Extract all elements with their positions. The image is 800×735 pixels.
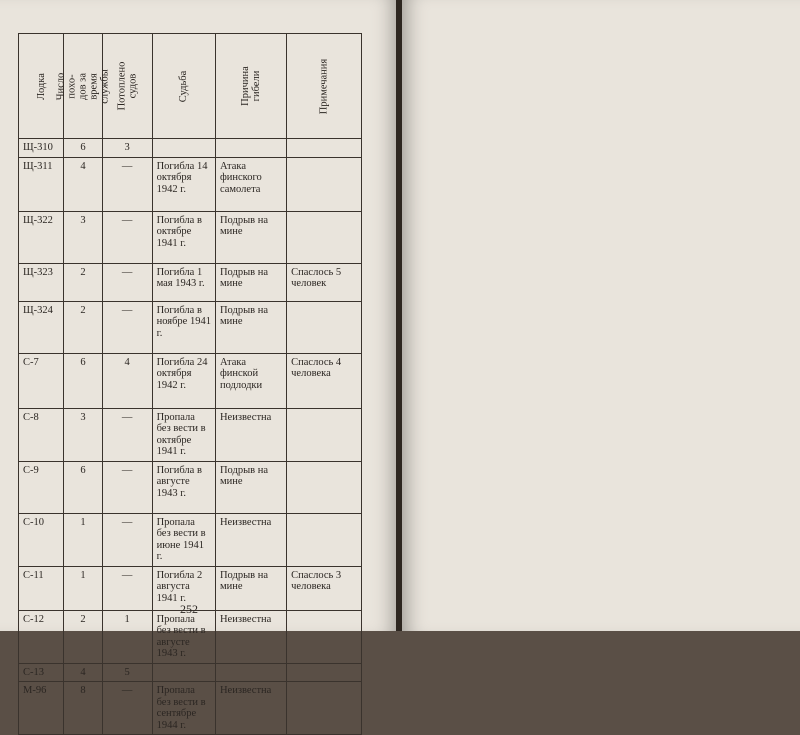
table-row (19, 610, 362, 663)
trips-cell: 1 (64, 566, 103, 610)
table-row (19, 461, 362, 513)
sunk-cell: — (102, 301, 152, 353)
fate-cell: Погибла в ноябре 1941 г. (152, 301, 215, 353)
table-row (19, 263, 362, 301)
trips-cell: 6 (64, 139, 103, 158)
notes-cell (287, 513, 362, 566)
header-fate: Судьба (152, 34, 215, 139)
table-row (19, 139, 362, 158)
notes-cell: Спаслось 4 человека (287, 353, 362, 408)
table-row (19, 353, 362, 408)
boat-cell: С-12 (19, 610, 64, 663)
cause-cell: Подрыв на мине (215, 263, 286, 301)
sunk-cell: 3 (102, 139, 152, 158)
fate-cell: Погибла 24 октября 1942 г. (152, 353, 215, 408)
header-trips: Число похо- дов за время службы (64, 34, 103, 139)
sunk-cell: — (102, 211, 152, 263)
header-cause: Причина гибели (215, 34, 286, 139)
notes-cell (287, 663, 362, 682)
sunk-cell: 4 (102, 353, 152, 408)
fate-cell: Пропала без вести в августе 1943 г. (152, 610, 215, 663)
notes-cell (287, 157, 362, 211)
trips-cell: 2 (64, 263, 103, 301)
trips-cell: 3 (64, 408, 103, 461)
sunk-cell: 5 (102, 663, 152, 682)
notes-cell: Спаслось 3 человека (287, 566, 362, 610)
cause-cell: Неизвестна (215, 513, 286, 566)
cause-cell: Подрыв на мине (215, 566, 286, 610)
boat-cell: С-9 (19, 461, 64, 513)
table-row (19, 301, 362, 353)
fate-cell: Пропала без вести в октябре 1941 г. (152, 408, 215, 461)
boat-cell: Щ-311 (19, 157, 64, 211)
sunk-cell: — (102, 682, 152, 735)
table-row (19, 513, 362, 566)
cause-cell: Подрыв на мине (215, 461, 286, 513)
cause-cell: Неизвестна (215, 610, 286, 663)
boat-cell: С-11 (19, 566, 64, 610)
fate-cell: Погибла в октябре 1941 г. (152, 211, 215, 263)
sunk-cell: — (102, 263, 152, 301)
fate-cell: Пропала без вести в сентябре 1944 г. (152, 682, 215, 735)
table-row (19, 157, 362, 211)
page-number: 252 (180, 602, 198, 616)
boat-cell: С-13 (19, 663, 64, 682)
sunk-cell: 1 (102, 610, 152, 663)
boat-cell: М-96 (19, 682, 64, 735)
sunk-cell: — (102, 513, 152, 566)
right-page (402, 0, 800, 631)
cause-cell: Атака финской подлодки (215, 353, 286, 408)
notes-cell (287, 461, 362, 513)
left-page (0, 0, 398, 731)
table-header-row (19, 34, 362, 139)
sunk-cell: — (102, 408, 152, 461)
fate-cell: Погибла 1 мая 1943 г. (152, 263, 215, 301)
boat-cell: С-7 (19, 353, 64, 408)
sunk-cell: — (102, 461, 152, 513)
trips-cell: 3 (64, 211, 103, 263)
notes-cell (287, 682, 362, 735)
cause-cell: Атака финского самолета (215, 157, 286, 211)
cause-cell (215, 663, 286, 682)
header-sunk: Потоплено судов (102, 34, 152, 139)
notes-cell (287, 610, 362, 663)
table-row (19, 682, 362, 735)
trips-cell: 6 (64, 461, 103, 513)
table-row (19, 211, 362, 263)
cause-cell: Неизвестна (215, 408, 286, 461)
fate-cell (152, 139, 215, 158)
cause-cell (215, 139, 286, 158)
notes-cell: Спаслось 5 человек (287, 263, 362, 301)
notes-cell (287, 211, 362, 263)
left-table (18, 33, 362, 735)
cause-cell: Неизвестна (215, 682, 286, 735)
header-boat: Лодка (19, 34, 64, 139)
fate-cell: Погибла 14 октября 1942 г. (152, 157, 215, 211)
sunk-cell: — (102, 157, 152, 211)
boat-cell: С-8 (19, 408, 64, 461)
header-notes: Примечания (287, 34, 362, 139)
boat-cell: Щ-310 (19, 139, 64, 158)
cause-cell: Подрыв на мине (215, 211, 286, 263)
boat-cell: Щ-323 (19, 263, 64, 301)
notes-cell (287, 301, 362, 353)
boat-cell: С-10 (19, 513, 64, 566)
trips-cell: 2 (64, 301, 103, 353)
fate-cell: Погибла 2 августа 1941 г. (152, 566, 215, 610)
notes-cell (287, 408, 362, 461)
trips-cell: 6 (64, 353, 103, 408)
fate-cell (152, 663, 215, 682)
cause-cell: Подрыв на мине (215, 301, 286, 353)
trips-cell: 2 (64, 610, 103, 663)
table-row (19, 663, 362, 682)
boat-cell: Щ-324 (19, 301, 64, 353)
fate-cell: Погибла в августе 1943 г. (152, 461, 215, 513)
trips-cell: 4 (64, 663, 103, 682)
sunk-cell: — (102, 566, 152, 610)
trips-cell: 4 (64, 157, 103, 211)
notes-cell (287, 139, 362, 158)
table-row (19, 408, 362, 461)
trips-cell: 1 (64, 513, 103, 566)
boat-cell: Щ-322 (19, 211, 64, 263)
fate-cell: Пропала без вести в июне 1941 г. (152, 513, 215, 566)
trips-cell: 8 (64, 682, 103, 735)
